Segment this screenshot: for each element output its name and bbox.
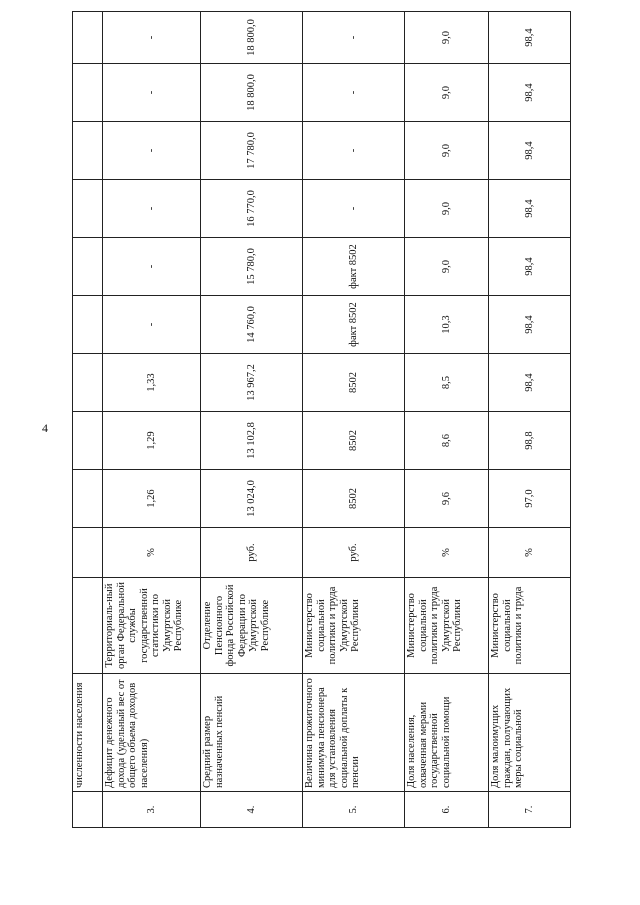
value-cell: - (103, 12, 201, 64)
indicator-name: Средний размер назначенных пенсий (201, 674, 303, 792)
row-number: 6. (405, 792, 489, 828)
value-cell: 1,29 (103, 412, 201, 470)
value-cell: 10,3 (405, 296, 489, 354)
page-number: 4 (42, 421, 48, 435)
value-cell: 9,0 (405, 122, 489, 180)
value-cell: 98,4 (489, 122, 571, 180)
unit-cell: % (405, 528, 489, 578)
value-cell: - (103, 238, 201, 296)
unit-cell: % (489, 528, 571, 578)
value-cell: 9,0 (405, 180, 489, 238)
value-cell: 1,33 (103, 354, 201, 412)
value-cell: 98,4 (489, 354, 571, 412)
value-cell (73, 122, 103, 180)
value-cell: 9,0 (405, 64, 489, 122)
value-cell: 98,4 (489, 12, 571, 64)
row-number: 4. (201, 792, 303, 828)
value-cell: 97,0 (489, 470, 571, 528)
value-cell: факт 8502 (303, 238, 405, 296)
indicator-name: Доля населения, охваченная мерами государственной социальной помощи (405, 674, 489, 792)
value-cell: 98,4 (489, 296, 571, 354)
value-cell: - (303, 12, 405, 64)
value-cell (73, 354, 103, 412)
value-cell: 13 024,0 (201, 470, 303, 528)
indicator-table (72, 11, 571, 828)
responsible-organ: Министерство социальной политики и труда (489, 578, 571, 674)
table-row (201, 12, 303, 828)
value-cell: 18 800,0 (201, 12, 303, 64)
responsible-organ (73, 578, 103, 674)
row-number (73, 792, 103, 828)
value-cell: 8,6 (405, 412, 489, 470)
value-cell: - (303, 122, 405, 180)
value-cell: 98,4 (489, 238, 571, 296)
value-cell: 15 780,0 (201, 238, 303, 296)
row-number: 3. (103, 792, 201, 828)
value-cell (73, 470, 103, 528)
value-cell: 9,0 (405, 238, 489, 296)
value-cell: 17 780,0 (201, 122, 303, 180)
row-number: 7. (489, 792, 571, 828)
value-cell: 8502 (303, 354, 405, 412)
table-row (73, 12, 103, 828)
value-cell: - (103, 122, 201, 180)
value-cell: 1,26 (103, 470, 201, 528)
value-cell: 18 800,0 (201, 64, 303, 122)
value-cell: 98,4 (489, 180, 571, 238)
table-row (103, 12, 201, 828)
value-cell: - (103, 296, 201, 354)
value-cell (73, 180, 103, 238)
responsible-organ: Отделение Пенсионного фонда Российской Федерации по Удмуртской Республике (201, 578, 303, 674)
value-cell (73, 12, 103, 64)
value-cell: 13 967,2 (201, 354, 303, 412)
value-cell: - (103, 64, 201, 122)
unit-cell: % (103, 528, 201, 578)
unit-cell (73, 528, 103, 578)
responsible-organ: Территориаль-ный орган Федеральной службы государственной статистики по Удмуртской Республике (103, 578, 201, 674)
value-cell (73, 238, 103, 296)
rotated-page (72, 12, 570, 828)
value-cell: 8,5 (405, 354, 489, 412)
value-cell (73, 64, 103, 122)
value-cell: 98,4 (489, 64, 571, 122)
value-cell: 98,8 (489, 412, 571, 470)
indicator-name: Дефицит денежного дохода (удельный вес от общего объема доходов населения) (103, 674, 201, 792)
value-cell: - (303, 64, 405, 122)
unit-cell: руб. (201, 528, 303, 578)
value-cell: 14 760,0 (201, 296, 303, 354)
value-cell: факт 8502 (303, 296, 405, 354)
value-cell (73, 412, 103, 470)
value-cell: 9,6 (405, 470, 489, 528)
responsible-organ: Министерство социальной политики и труда Удмуртской Республики (303, 578, 405, 674)
value-cell: 9,0 (405, 12, 489, 64)
table-row (405, 12, 489, 828)
value-cell: - (103, 180, 201, 238)
value-cell: 13 102,8 (201, 412, 303, 470)
indicator-name: численности населения (73, 674, 103, 792)
unit-cell: руб. (303, 528, 405, 578)
indicator-name: Доля малоимущих граждан, получающих меры социальной (489, 674, 571, 792)
value-cell: 8502 (303, 470, 405, 528)
table-row (303, 12, 405, 828)
table-row (489, 12, 571, 828)
value-cell: 16 770,0 (201, 180, 303, 238)
responsible-organ: Министерство социальной политики и труда Удмуртской Республики (405, 578, 489, 674)
value-cell: 8502 (303, 412, 405, 470)
row-number: 5. (303, 792, 405, 828)
value-cell (73, 296, 103, 354)
indicator-name: Величина прожиточного минимума пенсионера для установления социальной доплаты к пенсии (303, 674, 405, 792)
value-cell: - (303, 180, 405, 238)
